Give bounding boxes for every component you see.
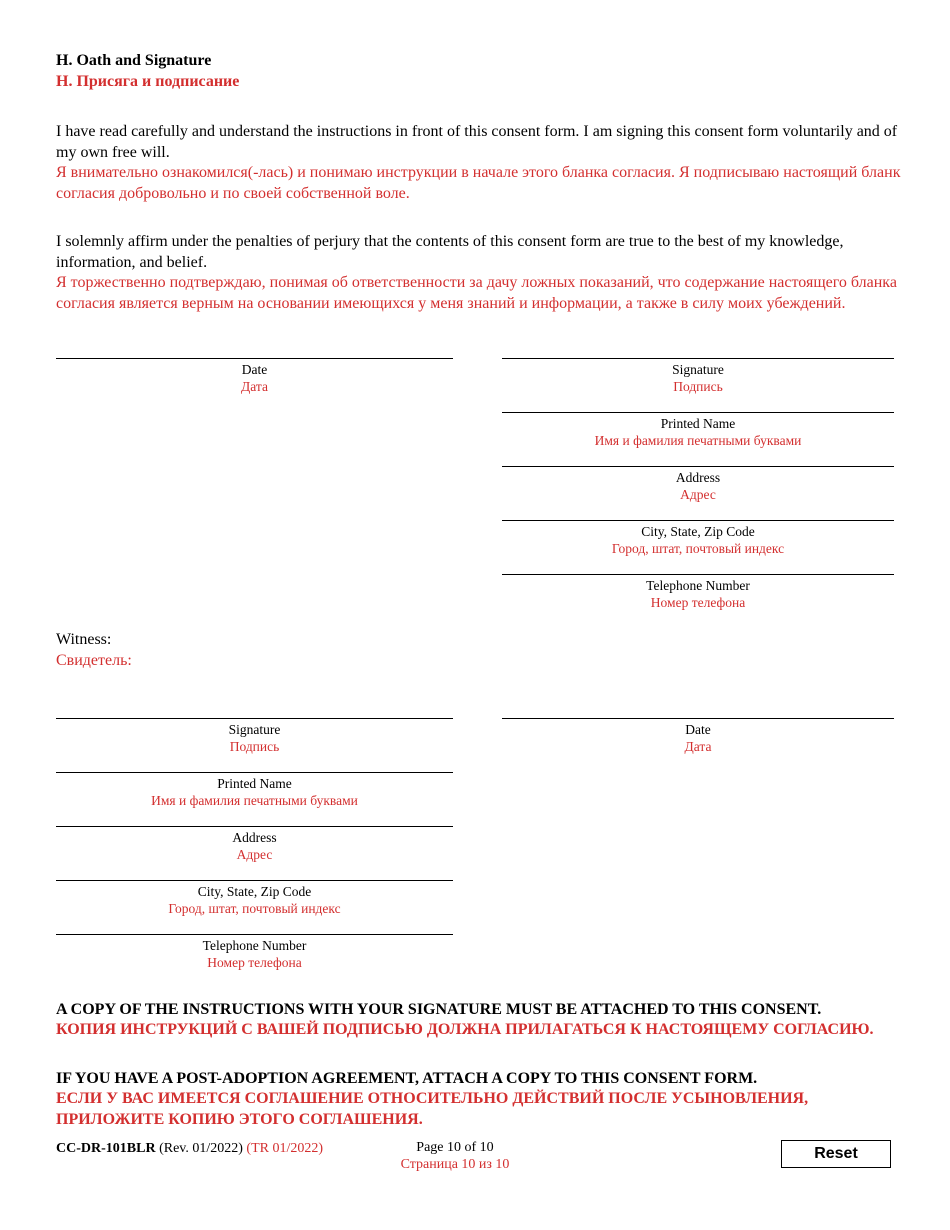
form-code xyxy=(56,1141,323,1157)
page-number-en: Page 10 of 10 xyxy=(416,1140,494,1155)
witness-date-field[interactable] xyxy=(502,718,894,755)
witness-signature-field[interactable] xyxy=(56,718,453,755)
form-revision: (Rev. 01/2022) xyxy=(159,1141,243,1156)
field-label-ru: Адрес xyxy=(680,487,716,502)
instructions-statement-ru: Я внимательно ознакомился(-лась) и понимаю инструкции в начале этого бланка согласия. Я подписываю настоящий бланк согласия добровольно и по своей собственной воле. xyxy=(56,164,901,202)
field-label-ru: Номер телефона xyxy=(650,595,746,610)
witness-phone-field[interactable] xyxy=(56,934,453,971)
field-label: Signature xyxy=(228,722,281,737)
section-title: H. Oath and Signature xyxy=(56,52,212,69)
field-label: Signature xyxy=(672,362,724,377)
post-adoption-notice: IF YOU HAVE A POST-ADOPTION AGREEMENT, ATTACH A COPY TO THIS CONSENT FORM. xyxy=(56,1070,758,1087)
field-label: Printed Name xyxy=(217,776,292,791)
field-label-ru: Город, штат, почтовый индекс xyxy=(611,541,785,556)
instructions-copy-notice: A COPY OF THE INSTRUCTIONS WITH YOUR SIGNATURE MUST BE ATTACHED TO THIS CONSENT. xyxy=(56,1001,822,1018)
field-label-ru: Номер телефона xyxy=(207,955,302,970)
page-number xyxy=(380,1139,530,1173)
signer-city-field[interactable] xyxy=(502,520,894,557)
instructions-statement: I have read carefully and understand the instructions in front of this consent form. I am signing this consent form voluntarily and of my own free will. xyxy=(56,123,898,161)
signer-date-field[interactable] xyxy=(56,358,453,395)
signer-signature-field[interactable] xyxy=(502,358,894,395)
field-label: Telephone Number xyxy=(646,578,750,593)
field-label-ru: Имя и фамилия печатными буквами xyxy=(594,433,802,448)
signer-address-field[interactable] xyxy=(502,466,894,503)
signer-phone-field[interactable] xyxy=(502,574,894,611)
field-label-ru: Город, штат, почтовый индекс xyxy=(168,901,341,916)
signer-printed-name-field[interactable] xyxy=(502,412,894,449)
field-label: Address xyxy=(232,830,277,845)
field-label-ru: Подпись xyxy=(229,739,280,754)
instructions-copy-notice-ru: КОПИЯ ИНСТРУКЦИЙ С ВАШЕЙ ПОДПИСЬЮ ДОЛЖНА ПРИЛАГАТЬСЯ К НАСТОЯЩЕМУ СОГЛАСИЮ. xyxy=(56,1021,874,1038)
witness-printed-name-field[interactable] xyxy=(56,772,453,809)
witness-city-field[interactable] xyxy=(56,880,453,917)
field-label: Printed Name xyxy=(660,416,736,431)
field-label-ru: Имя и фамилия печатными буквами xyxy=(151,793,358,808)
reset-button[interactable]: Reset xyxy=(781,1140,891,1168)
perjury-affirmation: I solemnly affirm under the penalties of perjury that the contents of this consent form are true to the best of my knowledge, information, and belief. xyxy=(56,233,844,271)
field-label-ru: Дата xyxy=(684,739,712,754)
field-label-ru: Дата xyxy=(241,379,268,394)
field-label: Address xyxy=(675,470,721,485)
translation-revision: (TR 01/2022) xyxy=(246,1141,324,1156)
section-title-ru: Н. Присяга и подписание xyxy=(56,73,240,90)
post-adoption-notice-ru: ЕСЛИ У ВАС ИМЕЕТСЯ СОГЛАШЕНИЕ ОТНОСИТЕЛЬНО ДЕЙСТВИЙ ПОСЛЕ УСЫНОВЛЕНИЯ, ПРИЛОЖИТЕ КОПИЮ ЭТОГО СОГЛАШЕНИЯ. xyxy=(56,1090,809,1128)
form-number: CC-DR-101BLR xyxy=(56,1141,156,1156)
witness-label: Witness: xyxy=(56,631,112,648)
witness-label-ru: Свидетель: xyxy=(56,652,132,669)
page-number-ru: Страница 10 из 10 xyxy=(400,1157,510,1172)
field-label: City, State, Zip Code xyxy=(197,884,312,899)
witness-address-field[interactable] xyxy=(56,826,453,863)
field-label-ru: Адрес xyxy=(236,847,273,862)
field-label: Telephone Number xyxy=(202,938,307,953)
field-label: City, State, Zip Code xyxy=(641,524,755,539)
field-label-ru: Подпись xyxy=(673,379,723,394)
perjury-affirmation-ru: Я торжественно подтверждаю, понимая об ответственности за дачу ложных показаний, что содержание настоящего бланка согласия является верным на основании имеющихся у меня знаний и информации, а также в силу моих убеждений. xyxy=(56,274,897,312)
field-label: Date xyxy=(685,722,711,737)
field-label: Date xyxy=(241,362,268,377)
